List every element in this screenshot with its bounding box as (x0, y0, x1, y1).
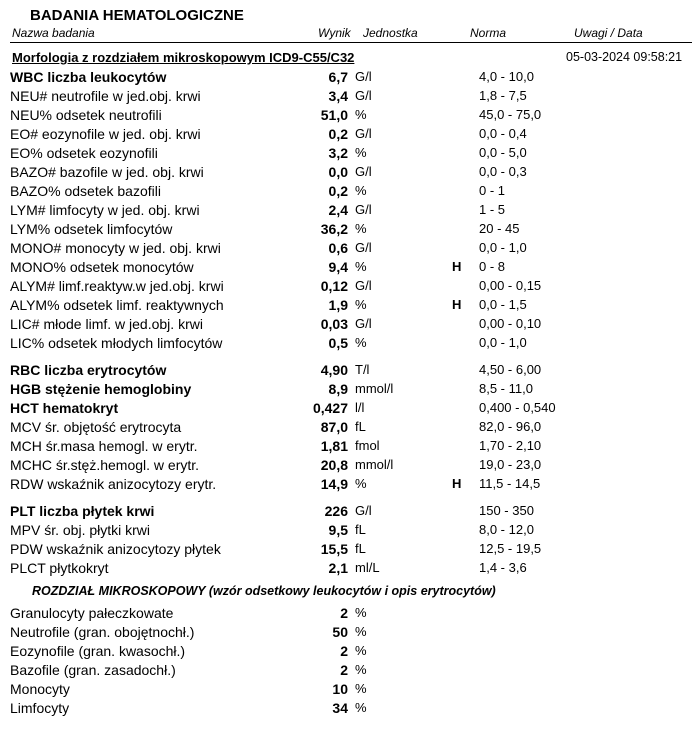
section-datetime: 05-03-2024 09:58:21 (566, 50, 683, 64)
test-name: MCV śr. objętość erytrocyta (10, 419, 182, 435)
result-value: 20,8 (320, 457, 348, 473)
unit-label: % (355, 107, 367, 122)
norm-range: 1,70 - 2,10 (479, 438, 542, 453)
table-row (0, 560, 696, 579)
result-value: 0,6 (328, 240, 348, 256)
norm-range: 20 - 45 (479, 221, 520, 236)
result-value: 1,81 (320, 438, 348, 454)
unit-label: l/l (355, 400, 365, 415)
norm-range: 1 - 5 (479, 202, 506, 217)
norm-range: 0,0 - 5,0 (479, 145, 527, 160)
test-name: MCH śr.masa hemogl. w erytr. (10, 438, 198, 454)
micro-name: Limfocyty (10, 700, 70, 716)
unit-label: T/l (355, 362, 370, 377)
header-unit: Jednostka (363, 26, 418, 40)
test-name: NEU# neutrofile w jed.obj. krwi (10, 88, 201, 104)
unit-label: G/l (355, 126, 372, 141)
unit-label: % (355, 221, 367, 236)
result-value: 15,5 (320, 541, 348, 557)
norm-range: 0,0 - 1,0 (479, 240, 527, 255)
table-row (0, 88, 696, 107)
table-row (0, 202, 696, 221)
micro-name: Granulocyty pałeczkowate (10, 605, 174, 621)
table-row (0, 297, 696, 316)
table-row (0, 419, 696, 438)
unit-label: G/l (355, 278, 372, 293)
table-row (0, 335, 696, 354)
norm-range: 0,00 - 0,15 (479, 278, 542, 293)
test-name: MONO% odsetek monocytów (10, 259, 194, 275)
table-row (0, 69, 696, 88)
result-value: 51,0 (320, 107, 348, 123)
norm-range: 11,5 - 14,5 (479, 476, 541, 491)
flag-indicator: H (452, 259, 462, 274)
test-name: LYM% odsetek limfocytów (10, 221, 173, 237)
unit-label: fL (355, 541, 366, 556)
header-name: Nazwa badania (12, 26, 95, 40)
result-value: 2,1 (328, 560, 348, 576)
unit-label: % (355, 145, 367, 160)
result-value: 0,12 (320, 278, 348, 294)
flag-indicator: H (452, 297, 462, 312)
test-name: HGB stężenie hemoglobiny (10, 381, 192, 397)
norm-range: 82,0 - 96,0 (479, 419, 542, 434)
table-row (0, 476, 696, 495)
micro-row (0, 662, 696, 681)
test-name: LYM# limfocyty w jed. obj. krwi (10, 202, 200, 218)
norm-range: 0,0 - 0,4 (479, 126, 527, 141)
micro-value: 2 (340, 662, 348, 678)
table-row (0, 164, 696, 183)
micro-value: 10 (332, 681, 348, 697)
norm-range: 0,400 - 0,540 (479, 400, 556, 415)
section-title: Morfologia z rozdziałem mikroskopowym ICD9-C55/C32 (12, 50, 355, 65)
result-value: 4,90 (320, 362, 348, 378)
table-row (0, 259, 696, 278)
micro-value: 50 (332, 624, 348, 640)
micro-section-title: ROZDZIAŁ MIKROSKOPOWY (wzór odsetkowy leukocytów i opis erytrocytów) (32, 584, 496, 598)
norm-range: 0,0 - 1,5 (479, 297, 527, 312)
micro-unit: % (355, 643, 367, 658)
test-name: MPV śr. obj. płytki krwi (10, 522, 151, 538)
result-value: 0,2 (328, 183, 348, 199)
table-row (0, 145, 696, 164)
norm-range: 12,5 - 19,5 (479, 541, 542, 556)
norm-range: 1,4 - 3,6 (479, 560, 527, 575)
test-name: WBC liczba leukocytów (10, 69, 167, 85)
norm-range: 4,50 - 6,00 (479, 362, 542, 377)
result-value: 6,7 (328, 69, 348, 85)
test-name: EO# eozynofile w jed. obj. krwi (10, 126, 201, 142)
norm-range: 0,00 - 0,10 (479, 316, 542, 331)
test-name: LIC% odsetek młodych limfocytów (10, 335, 223, 351)
norm-range: 0,0 - 0,3 (479, 164, 527, 179)
result-value: 14,9 (320, 476, 348, 492)
norm-range: 8,0 - 12,0 (479, 522, 534, 537)
test-name: PDW wskaźnik anizocytozy płytek (10, 541, 221, 557)
unit-label: fL (355, 522, 366, 537)
table-row (0, 362, 696, 381)
page-title: BADANIA HEMATOLOGICZNE (30, 7, 244, 24)
header-divider (10, 42, 692, 43)
norm-range: 19,0 - 23,0 (479, 457, 542, 472)
flag-indicator: H (452, 476, 462, 491)
unit-label: G/l (355, 88, 372, 103)
result-value: 87,0 (320, 419, 348, 435)
result-value: 0,5 (328, 335, 348, 351)
micro-name: Eozynofile (gran. kwasochł.) (10, 643, 186, 659)
micro-row (0, 681, 696, 700)
norm-range: 8,5 - 11,0 (479, 381, 533, 396)
test-name: EO% odsetek eozynofili (10, 145, 158, 161)
micro-name: Monocyty (10, 681, 70, 697)
table-row (0, 183, 696, 202)
test-name: MONO# monocyty w jed. obj. krwi (10, 240, 221, 256)
table-row (0, 457, 696, 476)
result-value: 226 (324, 503, 348, 519)
unit-label: G/l (355, 503, 372, 518)
header-norm: Norma (470, 26, 507, 40)
micro-value: 2 (340, 643, 348, 659)
unit-label: % (355, 183, 367, 198)
result-value: 3,4 (328, 88, 348, 104)
result-value: 1,9 (328, 297, 348, 313)
unit-label: ml/L (355, 560, 380, 575)
unit-label: % (355, 259, 367, 274)
table-row (0, 503, 696, 522)
header-notes: Uwagi / Data (574, 26, 643, 40)
unit-label: fmol (355, 438, 380, 453)
test-name: NEU% odsetek neutrofili (10, 107, 162, 123)
unit-label: % (355, 335, 367, 350)
test-name: PLCT płytkokryt (10, 560, 109, 576)
table-row (0, 541, 696, 560)
micro-row (0, 624, 696, 643)
norm-range: 4,0 - 10,0 (479, 69, 534, 84)
norm-range: 0 - 8 (479, 259, 506, 274)
table-row (0, 316, 696, 335)
micro-name: Bazofile (gran. zasadochł.) (10, 662, 176, 678)
test-name: LIC# młode limf. w jed.obj. krwi (10, 316, 203, 332)
table-row (0, 221, 696, 240)
unit-label: % (355, 476, 367, 491)
test-name: ALYM% odsetek limf. reaktywnych (10, 297, 224, 313)
micro-unit: % (355, 662, 367, 677)
micro-unit: % (355, 700, 367, 715)
result-value: 36,2 (320, 221, 348, 237)
table-row (0, 278, 696, 297)
micro-value: 2 (340, 605, 348, 621)
unit-label: G/l (355, 316, 372, 331)
micro-value: 34 (332, 700, 348, 716)
test-name: MCHC śr.stęż.hemogl. w erytr. (10, 457, 200, 473)
unit-label: mmol/l (355, 457, 394, 472)
micro-unit: % (355, 605, 367, 620)
test-name: BAZO% odsetek bazofili (10, 183, 161, 199)
norm-range: 1,8 - 7,5 (479, 88, 527, 103)
header-result: Wynik (318, 26, 351, 40)
micro-row (0, 605, 696, 624)
norm-range: 0 - 1 (479, 183, 506, 198)
table-row (0, 107, 696, 126)
result-value: 0,0 (328, 164, 348, 180)
unit-label: G/l (355, 69, 372, 84)
micro-row (0, 643, 696, 662)
table-row (0, 522, 696, 541)
table-row (0, 381, 696, 400)
micro-unit: % (355, 681, 367, 696)
result-value: 3,2 (328, 145, 348, 161)
test-name: HCT hematokryt (10, 400, 119, 416)
unit-label: % (355, 297, 367, 312)
result-value: 0,03 (320, 316, 348, 332)
norm-range: 0,0 - 1,0 (479, 335, 527, 350)
result-value: 0,427 (312, 400, 348, 416)
table-row (0, 240, 696, 259)
test-name: ALYM# limf.reaktyw.w jed.obj. krwi (10, 278, 224, 294)
unit-label: G/l (355, 240, 372, 255)
unit-label: G/l (355, 164, 372, 179)
micro-row (0, 700, 696, 719)
table-row (0, 400, 696, 419)
table-row (0, 126, 696, 145)
micro-name: Neutrofile (gran. obojętnochł.) (10, 624, 195, 640)
result-value: 0,2 (328, 126, 348, 142)
test-name: BAZO# bazofile w jed. obj. krwi (10, 164, 204, 180)
unit-label: G/l (355, 202, 372, 217)
result-value: 9,5 (328, 522, 348, 538)
unit-label: fL (355, 419, 366, 434)
norm-range: 45,0 - 75,0 (479, 107, 542, 122)
result-value: 9,4 (328, 259, 348, 275)
micro-unit: % (355, 624, 367, 639)
table-row (0, 438, 696, 457)
result-value: 8,9 (328, 381, 348, 397)
norm-range: 150 - 350 (479, 503, 534, 518)
test-name: RDW wskaźnik anizocytozy erytr. (10, 476, 217, 492)
result-value: 2,4 (328, 202, 348, 218)
test-name: RBC liczba erytrocytów (10, 362, 167, 378)
test-name: PLT liczba płytek krwi (10, 503, 155, 519)
unit-label: mmol/l (355, 381, 394, 396)
